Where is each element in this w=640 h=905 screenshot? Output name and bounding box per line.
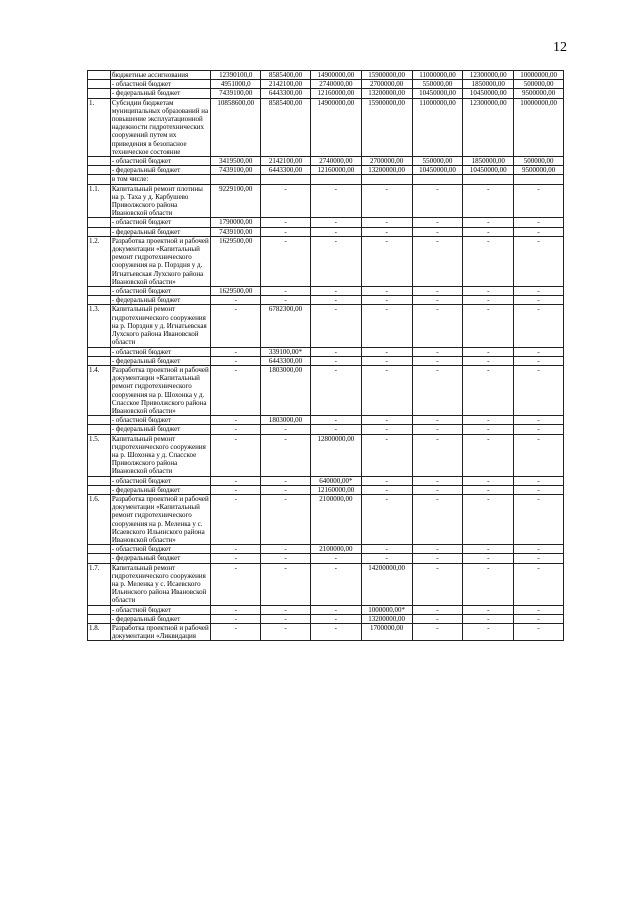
- amount-cell: 6443300,00: [261, 356, 311, 365]
- amount-cell: 6443300,00: [261, 89, 311, 98]
- row-number: 1.6.: [88, 494, 111, 544]
- row-number: 1.1.: [88, 184, 111, 218]
- amount-cell: -: [310, 287, 361, 296]
- amount-cell: -: [211, 434, 261, 476]
- amount-cell: -: [361, 227, 412, 236]
- amount-cell: -: [310, 554, 361, 563]
- amount-cell: 15900000,00: [361, 71, 412, 80]
- amount-cell: 9229100,00: [211, 184, 261, 218]
- amount-cell: -: [412, 434, 463, 476]
- amount-cell: -: [261, 476, 311, 485]
- row-name: - федеральный бюджет: [110, 485, 211, 494]
- amount-cell: -: [211, 554, 261, 563]
- table-row: [88, 71, 564, 80]
- amount-cell: -: [310, 356, 361, 365]
- amount-cell: -: [261, 296, 311, 305]
- amount-cell: 500000,00: [514, 80, 564, 89]
- table-row: [88, 605, 564, 614]
- row-number: [88, 71, 111, 80]
- row-number: [88, 485, 111, 494]
- amount-cell: 12390100,0: [211, 71, 261, 80]
- amount-cell: -: [412, 605, 463, 614]
- row-number: 1.7.: [88, 563, 111, 605]
- amount-cell: -: [463, 416, 514, 425]
- amount-cell: -: [514, 425, 564, 434]
- amount-cell: -: [463, 476, 514, 485]
- amount-cell: 7439100,00: [211, 227, 261, 236]
- amount-cell: -: [211, 356, 261, 365]
- amount-cell: -: [412, 485, 463, 494]
- amount-cell: -: [211, 545, 261, 554]
- amount-cell: 4951000,0: [211, 80, 261, 89]
- amount-cell: -: [361, 554, 412, 563]
- amount-cell: -: [361, 184, 412, 218]
- amount-cell: -: [463, 227, 514, 236]
- amount-cell: -: [310, 416, 361, 425]
- row-number: 1.2.: [88, 236, 111, 286]
- table-row: [88, 98, 564, 156]
- amount-cell: -: [514, 554, 564, 563]
- row-number: [88, 554, 111, 563]
- row-name: Разработка проектной и рабочей документации «Капитальный ремонт гидротехнического сооружения на р. Меленка у с. Исаевского Ильинского района Ивановской области»: [110, 494, 211, 544]
- amount-cell: 13200000,00: [361, 614, 412, 623]
- amount-cell: -: [412, 554, 463, 563]
- amount-cell: -: [211, 305, 261, 347]
- amount-cell: -: [361, 416, 412, 425]
- amount-cell: -: [412, 624, 463, 641]
- table-row: [88, 624, 564, 641]
- amount-cell: 15900000,00: [361, 98, 412, 156]
- amount-cell: 6443300,00: [261, 166, 311, 175]
- table-row: [88, 80, 564, 89]
- amount-cell: -: [310, 236, 361, 286]
- amount-cell: 13200000,00: [361, 89, 412, 98]
- amount-cell: 3419500,00: [211, 157, 261, 166]
- amount-cell: 2740000,00: [310, 80, 361, 89]
- amount-cell: -: [261, 425, 311, 434]
- row-name: - областной бюджет: [110, 157, 211, 166]
- amount-cell: 1850000,00: [463, 80, 514, 89]
- amount-cell: -: [463, 434, 514, 476]
- table-row: [88, 218, 564, 227]
- row-name: - федеральный бюджет: [110, 614, 211, 623]
- amount-cell: 10450000,00: [463, 166, 514, 175]
- amount-cell: 7439100,00: [211, 166, 261, 175]
- amount-cell: -: [463, 605, 514, 614]
- row-number: 1.4.: [88, 365, 111, 415]
- amount-cell: 11000000,00: [412, 98, 463, 156]
- amount-cell: -: [310, 227, 361, 236]
- amount-cell: -: [412, 236, 463, 286]
- amount-cell: -: [412, 545, 463, 554]
- amount-cell: -: [514, 545, 564, 554]
- amount-cell: 10450000,00: [412, 166, 463, 175]
- row-number: [88, 89, 111, 98]
- row-number: [88, 218, 111, 227]
- amount-cell: -: [361, 434, 412, 476]
- amount-cell: -: [412, 614, 463, 623]
- row-name: - областной бюджет: [110, 416, 211, 425]
- table-row: [88, 563, 564, 605]
- row-name: - областной бюджет: [110, 287, 211, 296]
- row-name: - федеральный бюджет: [110, 554, 211, 563]
- amount-cell: 12160000,00: [310, 166, 361, 175]
- row-number: [88, 166, 111, 175]
- table-row: [88, 485, 564, 494]
- amount-cell: 1700000,00: [361, 624, 412, 641]
- row-name: - областной бюджет: [110, 347, 211, 356]
- amount-cell: -: [261, 184, 311, 218]
- amount-cell: 12300000,00: [463, 98, 514, 156]
- amount-cell: 10000000,00: [514, 71, 564, 80]
- amount-cell: -: [412, 287, 463, 296]
- table-row: [88, 416, 564, 425]
- table-row: [88, 434, 564, 476]
- row-number: [88, 175, 111, 184]
- amount-cell: -: [412, 365, 463, 415]
- table-row: [88, 545, 564, 554]
- amount-cell: -: [412, 218, 463, 227]
- amount-cell: [514, 175, 564, 184]
- amount-cell: -: [310, 365, 361, 415]
- row-name: бюджетные ассигнования: [110, 71, 211, 80]
- row-name: Разработка проектной и рабочей документации «Капитальный ремонт гидротехнического сооружения на р. Шохонка у д. Спасское Приволжского района Ивановской области»: [110, 365, 211, 415]
- amount-cell: 8585400,00: [261, 71, 311, 80]
- amount-cell: 2100000,00: [310, 545, 361, 554]
- amount-cell: -: [361, 305, 412, 347]
- row-number: [88, 296, 111, 305]
- amount-cell: 339100,00*: [261, 347, 311, 356]
- amount-cell: 2700000,00: [361, 80, 412, 89]
- amount-cell: -: [261, 236, 311, 286]
- row-name: Разработка проектной и рабочей документации «Капитальный ремонт гидротехнического сооружения на р. Порздня у д. Игнатьевская Лухского района Ивановской области»: [110, 236, 211, 286]
- amount-cell: 1629500,00: [211, 287, 261, 296]
- amount-cell: -: [514, 476, 564, 485]
- row-name: Капитальный ремонт гидротехнического сооружения на р. Шохонка у д. Спасское Приволжского района Ивановской области: [110, 434, 211, 476]
- amount-cell: -: [211, 425, 261, 434]
- row-name: Разработка проектной и рабочей документации «Ликвидация: [110, 624, 211, 641]
- amount-cell: [310, 175, 361, 184]
- amount-cell: -: [514, 227, 564, 236]
- amount-cell: -: [514, 356, 564, 365]
- row-name: - федеральный бюджет: [110, 356, 211, 365]
- amount-cell: -: [361, 365, 412, 415]
- amount-cell: 1803000,00: [261, 416, 311, 425]
- row-number: 1.8.: [88, 624, 111, 641]
- amount-cell: -: [261, 227, 311, 236]
- amount-cell: -: [514, 218, 564, 227]
- amount-cell: 10858600,00: [211, 98, 261, 156]
- amount-cell: -: [310, 296, 361, 305]
- amount-cell: -: [211, 476, 261, 485]
- amount-cell: -: [463, 305, 514, 347]
- amount-cell: -: [514, 485, 564, 494]
- amount-cell: 10450000,00: [463, 89, 514, 98]
- amount-cell: 13200000,00: [361, 166, 412, 175]
- amount-cell: -: [463, 296, 514, 305]
- table-row: [88, 157, 564, 166]
- amount-cell: 8585400,00: [261, 98, 311, 156]
- amount-cell: -: [361, 287, 412, 296]
- amount-cell: -: [412, 227, 463, 236]
- amount-cell: -: [211, 296, 261, 305]
- amount-cell: 2142100,00: [261, 157, 311, 166]
- row-number: [88, 347, 111, 356]
- amount-cell: -: [463, 184, 514, 218]
- amount-cell: -: [514, 416, 564, 425]
- amount-cell: -: [211, 614, 261, 623]
- amount-cell: 12160000,00: [310, 485, 361, 494]
- amount-cell: 9500000,00: [514, 89, 564, 98]
- amount-cell: -: [261, 554, 311, 563]
- amount-cell: -: [514, 184, 564, 218]
- row-number: [88, 605, 111, 614]
- amount-cell: -: [412, 347, 463, 356]
- amount-cell: -: [310, 425, 361, 434]
- amount-cell: -: [514, 287, 564, 296]
- amount-cell: -: [261, 563, 311, 605]
- amount-cell: -: [514, 563, 564, 605]
- amount-cell: [261, 175, 311, 184]
- amount-cell: 640000,00*: [310, 476, 361, 485]
- amount-cell: -: [361, 494, 412, 544]
- table-row: [88, 287, 564, 296]
- amount-cell: -: [361, 485, 412, 494]
- amount-cell: -: [463, 624, 514, 641]
- row-number: [88, 416, 111, 425]
- amount-cell: 1000000,00*: [361, 605, 412, 614]
- amount-cell: -: [514, 236, 564, 286]
- table-row: [88, 347, 564, 356]
- amount-cell: -: [211, 494, 261, 544]
- amount-cell: -: [310, 624, 361, 641]
- amount-cell: 6782300,00: [261, 305, 311, 347]
- amount-cell: -: [261, 614, 311, 623]
- amount-cell: 550000,00: [412, 157, 463, 166]
- amount-cell: -: [310, 218, 361, 227]
- table-row: [88, 554, 564, 563]
- row-name: Капитальный ремонт гидротехнического сооружения на р. Порздня у д. Игнатьевская Лухского района Ивановской области: [110, 305, 211, 347]
- amount-cell: -: [261, 434, 311, 476]
- amount-cell: -: [463, 563, 514, 605]
- amount-cell: -: [463, 356, 514, 365]
- amount-cell: -: [310, 605, 361, 614]
- amount-cell: -: [412, 416, 463, 425]
- table-row: [88, 227, 564, 236]
- row-name: Субсидии бюджетам муниципальных образований на повышение эксплуатационной надежности гидротехнических сооружений путем их приведения в безопасное техническое состояние: [110, 98, 211, 156]
- amount-cell: -: [514, 605, 564, 614]
- row-name: Капитальный ремонт плотины на р. Таха у д. Карбушево Приволжского района Ивановской области: [110, 184, 211, 218]
- row-number: [88, 287, 111, 296]
- amount-cell: -: [361, 218, 412, 227]
- amount-cell: -: [514, 434, 564, 476]
- row-name: - федеральный бюджет: [110, 227, 211, 236]
- row-number: 1.3.: [88, 305, 111, 347]
- amount-cell: -: [211, 365, 261, 415]
- row-number: [88, 545, 111, 554]
- table-row: [88, 89, 564, 98]
- amount-cell: -: [211, 416, 261, 425]
- amount-cell: -: [361, 236, 412, 286]
- row-name: Капитальный ремонт гидротехнического сооружения на р. Меленка у с. Исаевского Ильинского района Ивановской области: [110, 563, 211, 605]
- amount-cell: [211, 175, 261, 184]
- amount-cell: -: [261, 287, 311, 296]
- amount-cell: -: [412, 563, 463, 605]
- amount-cell: -: [412, 184, 463, 218]
- amount-cell: -: [261, 218, 311, 227]
- amount-cell: -: [412, 425, 463, 434]
- row-name: - федеральный бюджет: [110, 89, 211, 98]
- amount-cell: -: [463, 236, 514, 286]
- table-row: [88, 166, 564, 175]
- table-row: [88, 365, 564, 415]
- amount-cell: -: [463, 218, 514, 227]
- table-row: [88, 236, 564, 286]
- budget-table: [87, 70, 564, 641]
- table-row: [88, 614, 564, 623]
- amount-cell: -: [310, 347, 361, 356]
- row-number: [88, 425, 111, 434]
- amount-cell: -: [361, 296, 412, 305]
- amount-cell: 12160000,00: [310, 89, 361, 98]
- row-name: - областной бюджет: [110, 476, 211, 485]
- amount-cell: -: [261, 545, 311, 554]
- amount-cell: 2142100,00: [261, 80, 311, 89]
- table-row: [88, 296, 564, 305]
- amount-cell: -: [463, 554, 514, 563]
- amount-cell: 7439100,00: [211, 89, 261, 98]
- amount-cell: -: [463, 347, 514, 356]
- row-number: [88, 80, 111, 89]
- table-row: [88, 476, 564, 485]
- amount-cell: -: [514, 347, 564, 356]
- row-name: - областной бюджет: [110, 218, 211, 227]
- amount-cell: -: [463, 485, 514, 494]
- amount-cell: -: [211, 485, 261, 494]
- amount-cell: 2100000,00: [310, 494, 361, 544]
- amount-cell: -: [261, 605, 311, 614]
- amount-cell: 1629500,00: [211, 236, 261, 286]
- amount-cell: -: [211, 347, 261, 356]
- row-number: [88, 356, 111, 365]
- amount-cell: 500000,00: [514, 157, 564, 166]
- table-row: [88, 494, 564, 544]
- amount-cell: -: [463, 614, 514, 623]
- amount-cell: -: [361, 545, 412, 554]
- amount-cell: -: [463, 365, 514, 415]
- amount-cell: -: [412, 296, 463, 305]
- amount-cell: 2700000,00: [361, 157, 412, 166]
- amount-cell: -: [361, 476, 412, 485]
- amount-cell: -: [514, 614, 564, 623]
- row-number: [88, 157, 111, 166]
- amount-cell: 12300000,00: [463, 71, 514, 80]
- amount-cell: -: [310, 563, 361, 605]
- amount-cell: 10450000,00: [412, 89, 463, 98]
- amount-cell: -: [463, 545, 514, 554]
- amount-cell: 14900000,00: [310, 71, 361, 80]
- row-name: - федеральный бюджет: [110, 296, 211, 305]
- amount-cell: -: [310, 184, 361, 218]
- amount-cell: 1850000,00: [463, 157, 514, 166]
- amount-cell: -: [412, 305, 463, 347]
- row-name: - федеральный бюджет: [110, 425, 211, 434]
- amount-cell: 1803000,00: [261, 365, 311, 415]
- row-number: [88, 476, 111, 485]
- row-number: [88, 227, 111, 236]
- table-row: [88, 356, 564, 365]
- amount-cell: -: [310, 614, 361, 623]
- amount-cell: 10000000,00: [514, 98, 564, 156]
- amount-cell: -: [514, 305, 564, 347]
- amount-cell: -: [361, 356, 412, 365]
- row-name: - областной бюджет: [110, 545, 211, 554]
- amount-cell: -: [361, 347, 412, 356]
- row-name: - областной бюджет: [110, 605, 211, 614]
- amount-cell: -: [310, 305, 361, 347]
- amount-cell: 9500000,00: [514, 166, 564, 175]
- amount-cell: -: [261, 624, 311, 641]
- amount-cell: -: [514, 296, 564, 305]
- amount-cell: -: [514, 365, 564, 415]
- amount-cell: 1790000,00: [211, 218, 261, 227]
- amount-cell: -: [514, 494, 564, 544]
- amount-cell: -: [211, 563, 261, 605]
- amount-cell: -: [463, 425, 514, 434]
- table-row: [88, 175, 564, 184]
- table-row: [88, 305, 564, 347]
- row-number: 1.5.: [88, 434, 111, 476]
- amount-cell: -: [211, 605, 261, 614]
- row-name: в том числе:: [110, 175, 211, 184]
- amount-cell: -: [463, 494, 514, 544]
- row-number: [88, 614, 111, 623]
- amount-cell: 11000000,00: [412, 71, 463, 80]
- page-number: 12: [553, 40, 567, 55]
- amount-cell: 14900000,00: [310, 98, 361, 156]
- amount-cell: -: [261, 494, 311, 544]
- amount-cell: [412, 175, 463, 184]
- amount-cell: 12800000,00: [310, 434, 361, 476]
- amount-cell: 14200000,00: [361, 563, 412, 605]
- amount-cell: 550000,00: [412, 80, 463, 89]
- amount-cell: -: [261, 485, 311, 494]
- amount-cell: -: [412, 356, 463, 365]
- amount-cell: -: [514, 624, 564, 641]
- amount-cell: -: [211, 624, 261, 641]
- amount-cell: 2740000,00: [310, 157, 361, 166]
- amount-cell: [361, 175, 412, 184]
- row-name: - областной бюджет: [110, 80, 211, 89]
- amount-cell: -: [412, 494, 463, 544]
- amount-cell: [463, 175, 514, 184]
- table-row: [88, 184, 564, 218]
- amount-cell: -: [361, 425, 412, 434]
- table-row: [88, 425, 564, 434]
- row-name: - федеральный бюджет: [110, 166, 211, 175]
- row-number: 1.: [88, 98, 111, 156]
- amount-cell: -: [412, 476, 463, 485]
- amount-cell: -: [463, 287, 514, 296]
